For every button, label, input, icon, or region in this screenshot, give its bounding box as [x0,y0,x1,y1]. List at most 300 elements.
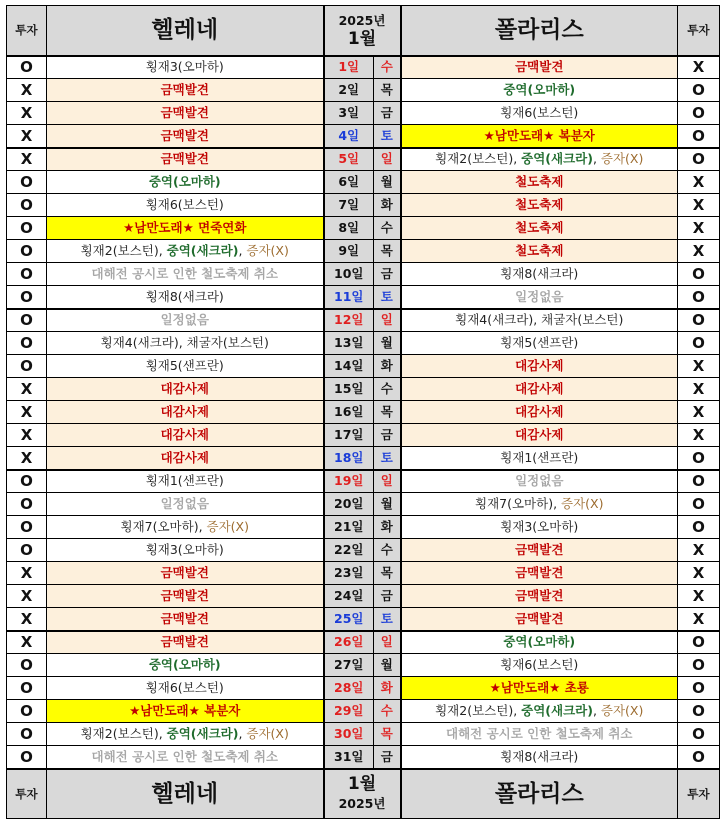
table-row [7,493,720,516]
right-invest-mark: O [678,102,720,125]
right-schedule-text: 횡재6(보스턴) [500,105,579,120]
right-invest-mark: X [678,194,720,217]
weekday-cell: 월 [374,332,401,355]
left-schedule-text: 대감사제 [160,449,209,465]
left-schedule-text: , [238,726,247,741]
day-cell: 15일 [324,378,374,401]
table-row [7,608,720,631]
right-schedule-text: 중역(오마하) [503,634,576,650]
right-schedule-cell [401,654,678,677]
left-invest-mark: O [7,677,47,700]
left-schedule-cell [47,700,324,723]
day-cell: 26일 [324,631,374,654]
left-schedule-cell [47,401,324,424]
weekday-cell: 토 [374,286,401,309]
right-character-name-footer: 폴라리스 [401,769,678,819]
footer-row [7,769,720,819]
right-schedule-text: 철도축제 [515,174,564,189]
right-invest-mark: X [678,401,720,424]
day-cell: 2일 [324,79,374,102]
right-schedule-cell [401,585,678,608]
left-schedule-text: 횡재4(새크라), 채굴자(보스턴) [100,335,269,350]
day-cell: 28일 [324,677,374,700]
month-label: 1월 [347,29,377,50]
right-schedule-cell [401,539,678,562]
right-schedule-cell [401,194,678,217]
right-schedule-text: , [592,151,601,167]
day-cell: 18일 [324,447,374,470]
left-schedule-text: 횡재7(오마하), [120,519,207,534]
right-schedule-cell [401,677,678,700]
weekday-cell: 금 [374,102,401,125]
day-cell: 11일 [324,286,374,309]
left-schedule-text: , [238,243,247,258]
left-schedule-cell [47,723,324,746]
left-schedule-cell [47,585,324,608]
table-row [7,355,720,378]
left-invest-mark: X [7,562,47,585]
right-schedule-cell [401,355,678,378]
table-row [7,378,720,401]
right-invest-mark: X [678,171,720,194]
left-schedule-cell [47,516,324,539]
table-row [7,723,720,746]
right-schedule-text: 철도축제 [515,220,564,235]
left-invest-mark: O [7,516,47,539]
day-cell: 1일 [324,56,374,79]
left-schedule-text: 증자(X) [206,519,249,534]
right-invest-mark: O [678,263,720,286]
right-schedule-text: 금맥발견 [515,542,564,557]
day-cell: 6일 [324,171,374,194]
year-label: 2025년 [338,13,386,29]
table-row [7,286,720,309]
left-schedule-text: 금맥발견 [160,82,209,97]
right-schedule-cell [401,401,678,424]
left-schedule-cell [47,56,324,79]
weekday-cell: 금 [374,746,401,769]
weekday-cell: 화 [374,677,401,700]
left-schedule-cell [47,79,324,102]
right-invest-mark: X [678,608,720,631]
table-row [7,194,720,217]
table-row [7,424,720,447]
left-schedule-text: 횡재8(새크라) [145,288,224,304]
right-schedule-cell [401,102,678,125]
table-row [7,171,720,194]
weekday-cell: 수 [374,700,401,723]
table-row [7,332,720,355]
left-invest-mark: O [7,654,47,677]
table-row [7,700,720,723]
left-schedule-cell [47,171,324,194]
weekday-cell: 토 [374,125,401,148]
right-invest-mark: O [678,447,720,470]
right-schedule-cell [401,608,678,631]
right-invest-mark: O [678,746,720,769]
left-schedule-cell [47,102,324,125]
left-schedule-cell [47,148,324,171]
right-schedule-cell [401,516,678,539]
weekday-cell: 화 [374,355,401,378]
right-invest-mark: X [678,240,720,263]
right-invest-mark: O [678,148,720,171]
left-schedule-cell [47,378,324,401]
left-schedule-text: 횡재6(보스턴) [145,197,224,212]
right-schedule-text: 횡재7(오마하), [475,496,562,511]
left-schedule-cell [47,424,324,447]
left-invest-mark: X [7,585,47,608]
right-invest-mark: O [678,631,720,654]
left-schedule-text: 대해전 공시로 인한 철도축제 취소 [91,748,278,764]
right-schedule-text: 중역(새크라) [521,703,593,718]
weekday-cell: 수 [374,217,401,240]
right-invest-mark: X [678,539,720,562]
day-cell: 23일 [324,562,374,585]
left-schedule-text: 중역(새크라) [166,726,239,741]
right-schedule-text: 철도축제 [515,197,564,212]
day-cell: 20일 [324,493,374,516]
left-schedule-cell [47,631,324,654]
table-row [7,631,720,654]
left-schedule-text: 금맥발견 [160,105,209,120]
schedule-body [7,56,720,769]
day-cell: 10일 [324,263,374,286]
right-schedule-cell [401,309,678,332]
weekday-cell: 월 [374,171,401,194]
schedule-table [6,5,720,819]
left-schedule-text: 금맥발견 [160,127,209,143]
weekday-cell: 일 [374,309,401,332]
right-schedule-text: 횡재5(샌프란) [500,335,579,350]
left-schedule-text: 대해전 공시로 인한 철도축제 취소 [91,266,278,281]
month-footer [324,769,401,819]
left-invest-mark: O [7,746,47,769]
left-schedule-text: 중역(새크라) [166,243,239,258]
right-schedule-cell [401,240,678,263]
left-invest-mark: X [7,79,47,102]
left-invest-mark: X [7,148,47,171]
left-invest-mark: X [7,608,47,631]
left-schedule-text: ★남만도래★ 면죽연화 [123,220,247,235]
right-schedule-cell [401,148,678,171]
right-invest-mark: O [678,516,720,539]
left-schedule-text: 횡재2(보스턴), [80,726,167,741]
weekday-cell: 금 [374,424,401,447]
right-invest-mark: O [678,332,720,355]
table-row [7,585,720,608]
left-invest-mark: O [7,355,47,378]
day-cell: 17일 [324,424,374,447]
right-schedule-text: 횡재8(새크라) [500,748,579,764]
weekday-cell: 수 [374,539,401,562]
weekday-cell: 목 [374,240,401,263]
left-schedule-cell [47,447,324,470]
table-row [7,102,720,125]
weekday-cell: 일 [374,148,401,171]
table-row [7,56,720,79]
right-invest-mark: O [678,677,720,700]
table-row [7,125,720,148]
right-invest-mark: O [678,286,720,309]
weekday-cell: 일 [374,470,401,493]
weekday-cell: 수 [374,56,401,79]
right-schedule-cell [401,424,678,447]
left-invest-mark: O [7,171,47,194]
left-schedule-cell [47,263,324,286]
right-schedule-text: 대감사제 [515,381,564,396]
left-schedule-text: 증자(X) [246,726,289,741]
left-schedule-text: 일정없음 [160,496,209,511]
right-schedule-text: 일정없음 [515,473,564,489]
day-cell: 27일 [324,654,374,677]
left-invest-mark: O [7,723,47,746]
left-invest-mark: X [7,424,47,447]
left-schedule-text: 횡재2(보스턴), [80,243,167,258]
left-schedule-cell [47,493,324,516]
right-schedule-text: 철도축제 [515,243,564,258]
day-cell: 4일 [324,125,374,148]
left-invest-footer: 투자 [7,769,47,819]
right-schedule-cell [401,746,678,769]
right-schedule-text: 금맥발견 [515,610,564,626]
right-schedule-cell [401,447,678,470]
day-cell: 31일 [324,746,374,769]
left-invest-mark: X [7,125,47,148]
day-cell: 7일 [324,194,374,217]
right-schedule-text: 중역(새크라) [521,151,593,167]
left-schedule-text: 횡재1(샌프란) [145,473,224,489]
left-invest-mark: X [7,378,47,401]
right-invest-mark: O [678,493,720,516]
right-schedule-text: 횡재1(샌프란) [500,449,579,465]
right-invest-mark: X [678,56,720,79]
day-cell: 16일 [324,401,374,424]
right-character-name: 폴라리스 [401,6,678,56]
left-schedule-text: 횡재5(샌프란) [145,358,224,373]
right-invest-mark: O [678,309,720,332]
right-invest-mark: O [678,125,720,148]
right-schedule-cell [401,217,678,240]
right-schedule-text: 횡재2(보스턴), [435,151,522,167]
left-invest-mark: O [7,286,47,309]
right-schedule-cell [401,332,678,355]
table-row [7,447,720,470]
right-schedule-cell [401,125,678,148]
left-invest-mark: O [7,332,47,355]
left-schedule-text: 금맥발견 [160,610,209,626]
right-schedule-cell [401,79,678,102]
right-schedule-cell [401,263,678,286]
left-schedule-cell [47,654,324,677]
weekday-cell: 금 [374,263,401,286]
right-schedule-cell [401,562,678,585]
left-invest-mark: O [7,217,47,240]
table-row [7,654,720,677]
weekday-cell: 토 [374,608,401,631]
left-schedule-cell [47,608,324,631]
right-schedule-text: 횡재6(보스턴) [500,657,579,672]
right-schedule-text: ★남만도래★ 복분자 [483,127,595,143]
table-row [7,148,720,171]
left-invest-mark: O [7,194,47,217]
weekday-cell: 화 [374,194,401,217]
left-invest-mark: O [7,470,47,493]
left-schedule-cell [47,309,324,332]
left-invest-mark: O [7,240,47,263]
right-schedule-text: 증자(X) [600,703,644,718]
left-character-name-footer: 헬레네 [47,769,324,819]
weekday-cell: 월 [374,493,401,516]
right-schedule-text: ★남만도래★ 초룡 [489,680,589,695]
right-schedule-text: 대해전 공시로 인한 철도축제 취소 [446,726,633,741]
right-schedule-cell [401,700,678,723]
right-invest-mark: X [678,378,720,401]
day-cell: 5일 [324,148,374,171]
weekday-cell: 목 [374,562,401,585]
weekday-cell: 목 [374,79,401,102]
left-schedule-text: 횡재3(오마하) [145,542,224,557]
weekday-cell: 월 [374,654,401,677]
weekday-cell: 금 [374,585,401,608]
day-cell: 8일 [324,217,374,240]
right-schedule-text: 횡재4(새크라), 채굴자(보스턴) [455,312,624,328]
right-invest-mark: O [678,79,720,102]
left-schedule-text: 금맥발견 [160,634,209,650]
day-cell: 12일 [324,309,374,332]
table-row [7,263,720,286]
left-invest-mark: X [7,401,47,424]
left-schedule-cell [47,286,324,309]
left-schedule-text: 증자(X) [246,243,289,258]
right-invest-mark: O [678,654,720,677]
left-schedule-cell [47,125,324,148]
left-schedule-cell [47,240,324,263]
weekday-cell: 목 [374,723,401,746]
right-schedule-text: 중역(오마하) [503,82,576,97]
right-schedule-text: 증자(X) [561,496,604,511]
right-schedule-text: 횡재2(보스턴), [435,703,522,718]
day-cell: 22일 [324,539,374,562]
right-schedule-text: 횡재3(오마하) [500,519,579,534]
right-schedule-text: 대감사제 [515,358,564,373]
right-invest-mark: X [678,562,720,585]
right-schedule-cell [401,493,678,516]
right-invest-mark: X [678,217,720,240]
weekday-cell: 화 [374,516,401,539]
right-schedule-text: 대감사제 [515,404,564,419]
left-invest-mark: X [7,631,47,654]
table-row [7,401,720,424]
right-schedule-text: , [592,703,601,718]
left-schedule-text: 대감사제 [160,381,209,396]
right-schedule-cell [401,171,678,194]
table-row [7,746,720,769]
right-invest-header: 투자 [678,6,720,56]
left-schedule-cell [47,217,324,240]
left-invest-header: 투자 [7,6,47,56]
left-invest-mark: O [7,700,47,723]
right-invest-mark: X [678,355,720,378]
table-row [7,516,720,539]
left-invest-mark: O [7,539,47,562]
left-schedule-cell [47,677,324,700]
right-schedule-text: 금맥발견 [515,565,564,580]
weekday-cell: 토 [374,447,401,470]
right-invest-mark: X [678,424,720,447]
day-cell: 24일 [324,585,374,608]
day-cell: 3일 [324,102,374,125]
table-row [7,562,720,585]
weekday-cell: 일 [374,631,401,654]
year-label-footer: 2025년 [338,795,386,811]
left-schedule-text: 중역(오마하) [148,174,221,189]
day-cell: 21일 [324,516,374,539]
left-schedule-cell [47,470,324,493]
left-schedule-cell [47,562,324,585]
right-invest-footer: 투자 [678,769,720,819]
right-schedule-cell [401,723,678,746]
right-schedule-text: 대감사제 [515,427,564,442]
right-invest-mark: O [678,700,720,723]
left-schedule-text: 중역(오마하) [148,657,221,672]
day-cell: 29일 [324,700,374,723]
left-invest-mark: X [7,102,47,125]
left-schedule-text: 일정없음 [160,312,209,328]
left-schedule-text: ★남만도래★ 복분자 [129,703,241,718]
right-schedule-cell [401,470,678,493]
left-schedule-text: 금맥발견 [160,588,209,603]
right-invest-mark: O [678,723,720,746]
header-row [7,6,720,56]
weekday-cell: 목 [374,401,401,424]
left-schedule-text: 횡재6(보스턴) [145,680,224,695]
table-row [7,470,720,493]
weekday-cell: 수 [374,378,401,401]
table-row [7,309,720,332]
left-character-name: 헬레네 [47,6,324,56]
table-row [7,677,720,700]
day-cell: 13일 [324,332,374,355]
right-schedule-text: 일정없음 [515,288,564,304]
left-schedule-text: 금맥발견 [160,565,209,580]
right-schedule-cell [401,378,678,401]
left-schedule-cell [47,332,324,355]
day-cell: 30일 [324,723,374,746]
right-schedule-cell [401,56,678,79]
left-schedule-text: 금맥발견 [160,151,209,167]
left-schedule-text: 대감사제 [160,404,209,419]
table-row [7,539,720,562]
right-schedule-cell [401,631,678,654]
month-label-footer: 1월 [347,773,377,794]
left-invest-mark: O [7,263,47,286]
day-cell: 19일 [324,470,374,493]
left-schedule-cell [47,746,324,769]
left-schedule-text: 횡재3(오마하) [145,59,224,75]
right-invest-mark: X [678,585,720,608]
day-cell: 14일 [324,355,374,378]
right-schedule-text: 금맥발견 [515,59,564,75]
right-schedule-text: 금맥발견 [515,588,564,603]
left-schedule-text: 대감사제 [160,427,209,442]
left-invest-mark: O [7,56,47,79]
table-row [7,217,720,240]
table-row [7,240,720,263]
left-schedule-cell [47,539,324,562]
right-schedule-text: 증자(X) [600,151,644,167]
left-schedule-cell [47,194,324,217]
